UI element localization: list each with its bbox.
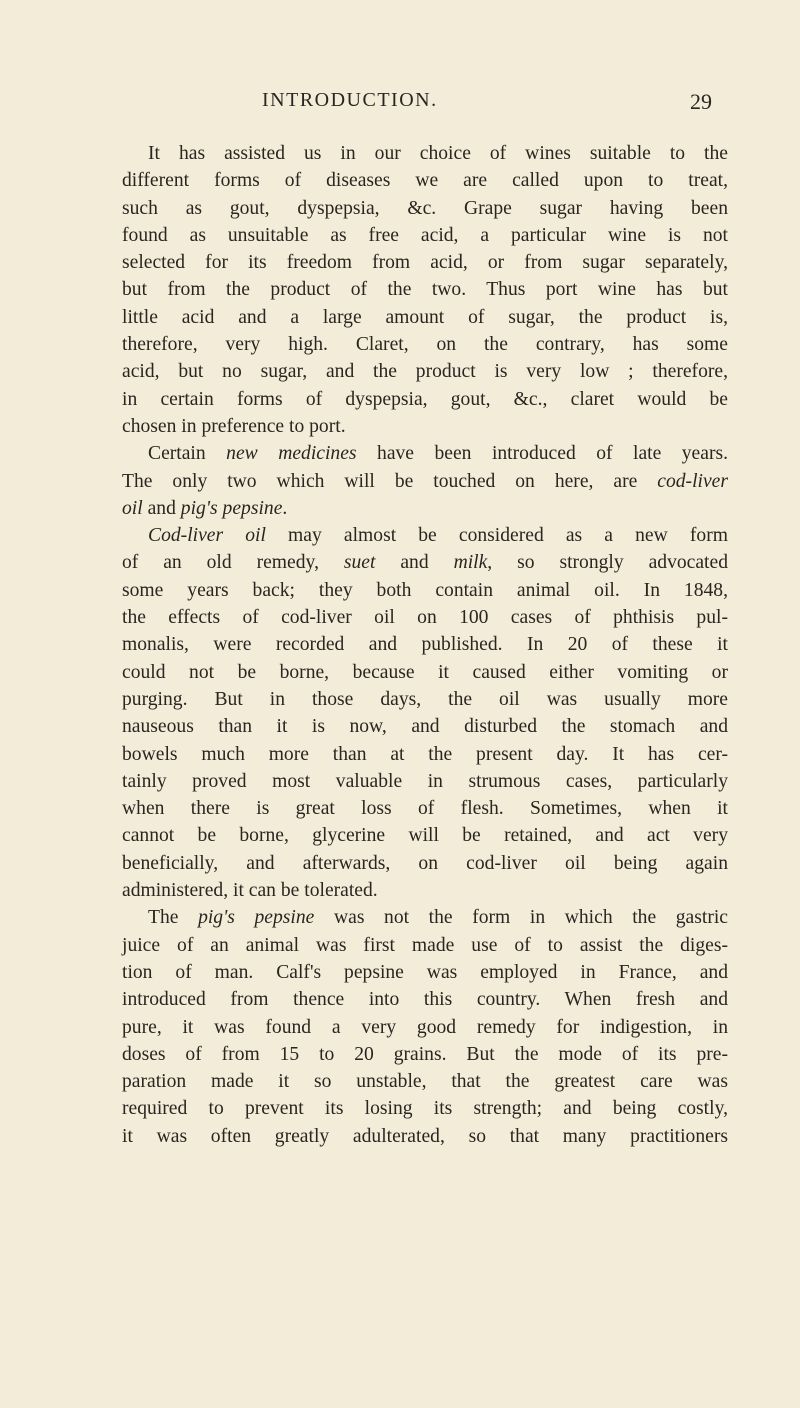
text-line: paration made it so unstable, that the greatest care was bbox=[122, 1071, 728, 1093]
text-line: pure, it was found a very good remedy for indigestion, in bbox=[122, 1016, 728, 1038]
text-line: Cod-liver oil may almost be considered as a new form bbox=[148, 525, 728, 547]
text-line: chosen in preference to port. bbox=[122, 415, 346, 437]
text-line: monalis, were recorded and published. In 20 of these it bbox=[122, 634, 728, 656]
text-line: The only two which will be touched on here, are cod-liver bbox=[122, 470, 728, 492]
text-line: found as unsuitable as free acid, a particular wine is not bbox=[122, 224, 728, 246]
body-text bbox=[96, 140, 728, 1150]
text-line: therefore, very high. Claret, on the contrary, has some bbox=[122, 334, 728, 356]
text-line: different forms of diseases we are called upon to treat, bbox=[122, 170, 728, 192]
italic-term: pig's pepsine bbox=[180, 497, 283, 519]
text-line: selected for its freedom from acid, or from sugar separately, bbox=[122, 252, 728, 274]
text-line: juice of an animal was first made use of to assist the diges- bbox=[122, 934, 728, 956]
text-line: It has assisted us in our choice of wines suitable to the bbox=[148, 143, 728, 164]
text-line: beneficially, and afterwards, on cod-liver oil being again bbox=[122, 852, 728, 874]
italic-term: cod-liver bbox=[657, 470, 728, 492]
paragraph-pepsine bbox=[96, 904, 728, 1150]
text-line: introduced from thence into this country. When fresh and bbox=[122, 989, 728, 1011]
text-line: of an old remedy, suet and milk, so strongly advocated bbox=[122, 552, 728, 574]
italic-term: suet bbox=[343, 552, 376, 574]
text-line: the effects of cod-liver oil on 100 cases of phthisis pul- bbox=[122, 607, 728, 629]
text-line: required to prevent its losing its strength; and being costly, bbox=[122, 1098, 728, 1120]
text-line: acid, but no sugar, and the product is very low ; therefore, bbox=[122, 361, 728, 383]
paragraph-new-medicines bbox=[96, 440, 728, 522]
text-line: tion of man. Calf's pepsine was employed in France, and bbox=[122, 961, 728, 983]
italic-term: Cod-liver oil bbox=[148, 525, 266, 547]
page-number: 29 bbox=[690, 89, 712, 114]
italic-term: oil bbox=[122, 497, 143, 519]
paragraph-cod-liver-oil bbox=[96, 522, 728, 904]
text-line: it was often greatly adulterated, so that many practitioners bbox=[122, 1125, 728, 1147]
text-line: little acid and a large amount of sugar, the product is, bbox=[122, 306, 728, 328]
text-line: could not be borne, because it caused either vomiting or bbox=[122, 661, 728, 683]
italic-term: new medicines bbox=[226, 443, 357, 465]
text-line: cannot be borne, glycerine will be retained, and act very bbox=[122, 825, 728, 847]
text-line: nauseous than it is now, and disturbed the stomach and bbox=[122, 716, 728, 738]
paragraph-wines bbox=[96, 140, 728, 440]
text-line: doses of from 15 to 20 grains. But the mode of its pre- bbox=[122, 1043, 728, 1065]
text-line: Certain new medicines have been introduced of late years. bbox=[148, 443, 728, 465]
italic-term: milk bbox=[453, 552, 488, 574]
italic-term: pig's pepsine bbox=[198, 907, 315, 929]
text-line: purging. But in those days, the oil was usually more bbox=[122, 688, 728, 710]
text-line: but from the product of the two. Thus port wine has but bbox=[122, 279, 728, 301]
text-line: in certain forms of dyspepsia, gout, &c., claret would be bbox=[122, 388, 728, 410]
running-head bbox=[0, 89, 800, 119]
text-line: administered, it can be tolerated. bbox=[122, 880, 378, 902]
text-line: when there is great loss of flesh. Sometimes, when it bbox=[122, 798, 728, 820]
text-line: bowels much more than at the present day. It has cer- bbox=[122, 743, 728, 765]
text-line: The pig's pepsine was not the form in which the gastric bbox=[148, 907, 728, 929]
text-line: such as gout, dyspepsia, &c. Grape sugar having been bbox=[122, 197, 728, 219]
text-line: tainly proved most valuable in strumous cases, particularly bbox=[122, 770, 728, 792]
text-line: some years back; they both contain animal oil. In 1848, bbox=[122, 579, 728, 601]
running-title: INTRODUCTION. bbox=[262, 89, 438, 111]
text-line: oil and pig's pepsine. bbox=[122, 497, 288, 519]
